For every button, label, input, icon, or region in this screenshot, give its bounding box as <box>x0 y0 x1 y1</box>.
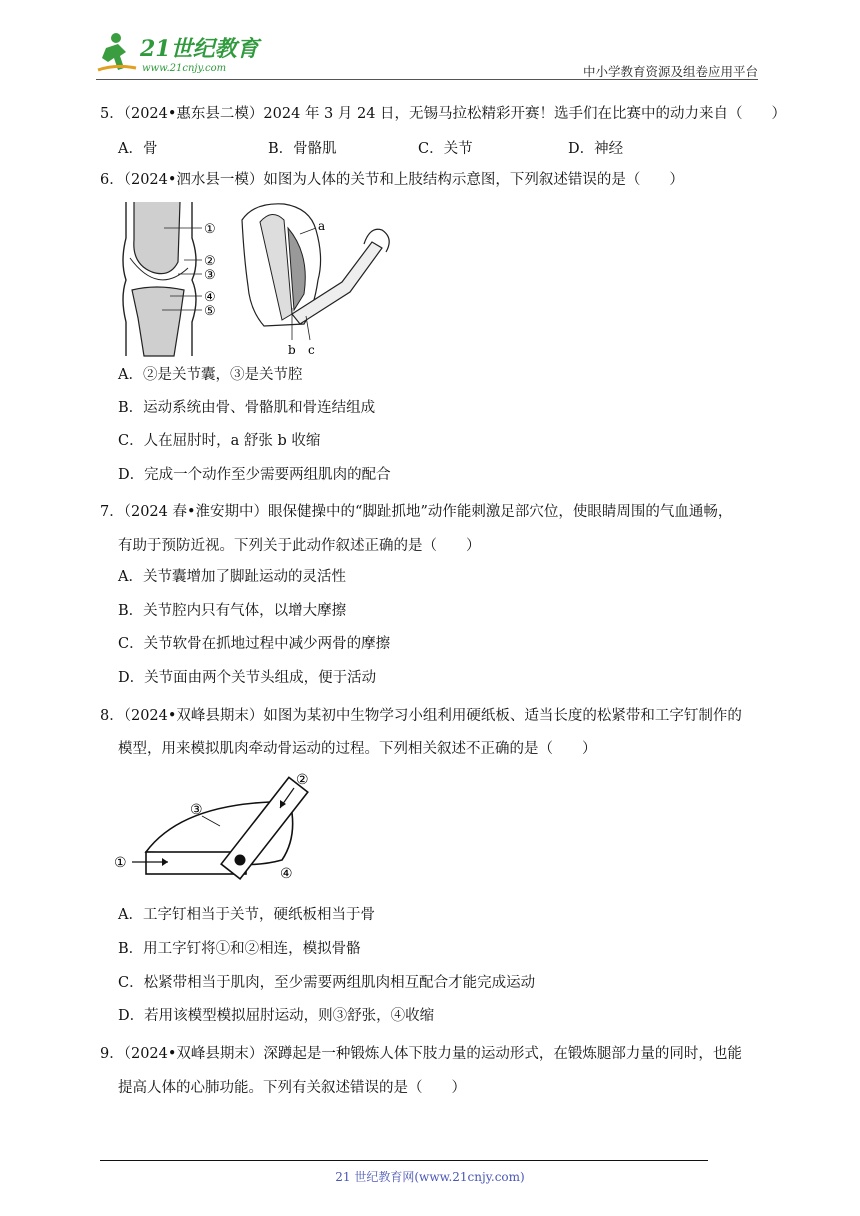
question-6-stem: 6．（2024•泗水县一模）如图为人体的关节和上肢结构示意图，下列叙述错误的是（ ） <box>100 172 684 188</box>
q7-option-a: A．关节囊增加了脚趾运动的灵活性 <box>118 569 346 585</box>
q6-option-d: D．完成一个动作至少需要两组肌肉的配合 <box>118 467 391 483</box>
header-divider <box>96 79 758 80</box>
q8-option-a: A．工字钉相当于关节，硬纸板相当于骨 <box>118 907 375 923</box>
footer-divider <box>100 1160 708 1161</box>
question-9-stem-line2: 提高人体的心肺功能。下列有关叙述错误的是（ ） <box>118 1080 466 1096</box>
question-9-stem-line1: 9．（2024•双峰县期末）深蹲起是一种锻炼人体下肢力量的运动形式，在锻炼腿部力量的同时，也能 <box>100 1046 742 1062</box>
q5-option-c: C．关节 <box>418 141 473 157</box>
page-header <box>96 28 758 80</box>
q5-option-b: B．骨骼肌 <box>268 141 337 157</box>
q8-option-c: C．松紧带相当于肌肉，至少需要两组肌肉相互配合才能完成运动 <box>118 975 536 991</box>
q5-option-a: A．骨 <box>118 141 158 157</box>
question-5-stem: 5．（2024•惠东县二模）2024 年 3 月 24 日，无锡马拉松精彩开赛！选手们在比赛中的动力来自（ ） <box>100 106 787 122</box>
site-logo <box>96 28 266 80</box>
q6-figure <box>104 198 404 360</box>
label-a: a <box>318 219 326 233</box>
q8-option-d: D．若用该模型模拟屈肘运动，则③舒张，④收缩 <box>118 1008 435 1024</box>
footer-link[interactable]: 21 世纪教育网(www.21cnjy.com) <box>335 1170 525 1184</box>
model-label-2: ② <box>296 772 309 788</box>
arm-diagram <box>242 204 389 357</box>
q6-option-b: B．运动系统由骨、骨骼肌和骨连结组成 <box>118 400 376 416</box>
label-1: ① <box>204 222 216 237</box>
q7-option-c: C．关节软骨在抓地过程中减少两骨的摩擦 <box>118 636 391 652</box>
model-label-1: ① <box>114 855 127 871</box>
q5-option-d: D．神经 <box>568 141 624 157</box>
label-b: b <box>288 343 296 357</box>
q7-option-d: D．关节面由两个关节头组成，便于活动 <box>118 670 377 686</box>
question-8-stem-line1: 8．（2024•双峰县期末）如图为某初中生物学习小组利用硬纸板、适当长度的松紧带和工字钉制作的 <box>100 708 742 724</box>
label-c: c <box>308 343 315 357</box>
joint-diagram <box>123 202 216 356</box>
svg-text:www.21cnjy.com: www.21cnjy.com <box>142 63 227 74</box>
q6-option-c: C．人在屈肘时，a 舒张 b 收缩 <box>118 433 321 449</box>
pin-joint <box>235 855 246 866</box>
question-7-stem-line2: 有助于预防近视。下列关于此动作叙述正确的是（ ） <box>118 538 481 554</box>
label-3: ③ <box>204 268 216 283</box>
question-8-stem-line2: 模型，用来模拟肌肉牵动骨运动的过程。下列相关叙述不正确的是（ ） <box>118 741 597 757</box>
runner-icon <box>98 33 136 70</box>
model-label-4: ④ <box>280 866 293 882</box>
q8-model-figure <box>110 766 330 886</box>
question-5-options <box>118 138 758 160</box>
label-4: ④ <box>204 290 216 305</box>
q7-option-b: B．关节腔内只有气体，以增大摩擦 <box>118 603 347 619</box>
question-7-stem-line1: 7．（2024 春•淮安期中）眼保健操中的“脚趾抓地”动作能刺激足部穴位，使眼睛周围的气血通畅， <box>100 504 733 520</box>
platform-title: 中小学教育资源及组卷应用平台 <box>582 64 758 79</box>
label-2: ② <box>204 254 216 269</box>
q6-option-a: A．②是关节囊，③是关节腔 <box>118 367 303 383</box>
model-label-3: ③ <box>190 802 203 818</box>
q8-option-b: B．用工字钉将①和②相连，模拟骨骼 <box>118 941 361 957</box>
svg-text:21世纪教育: 21世纪教育 <box>140 36 259 62</box>
label-5: ⑤ <box>204 304 216 319</box>
